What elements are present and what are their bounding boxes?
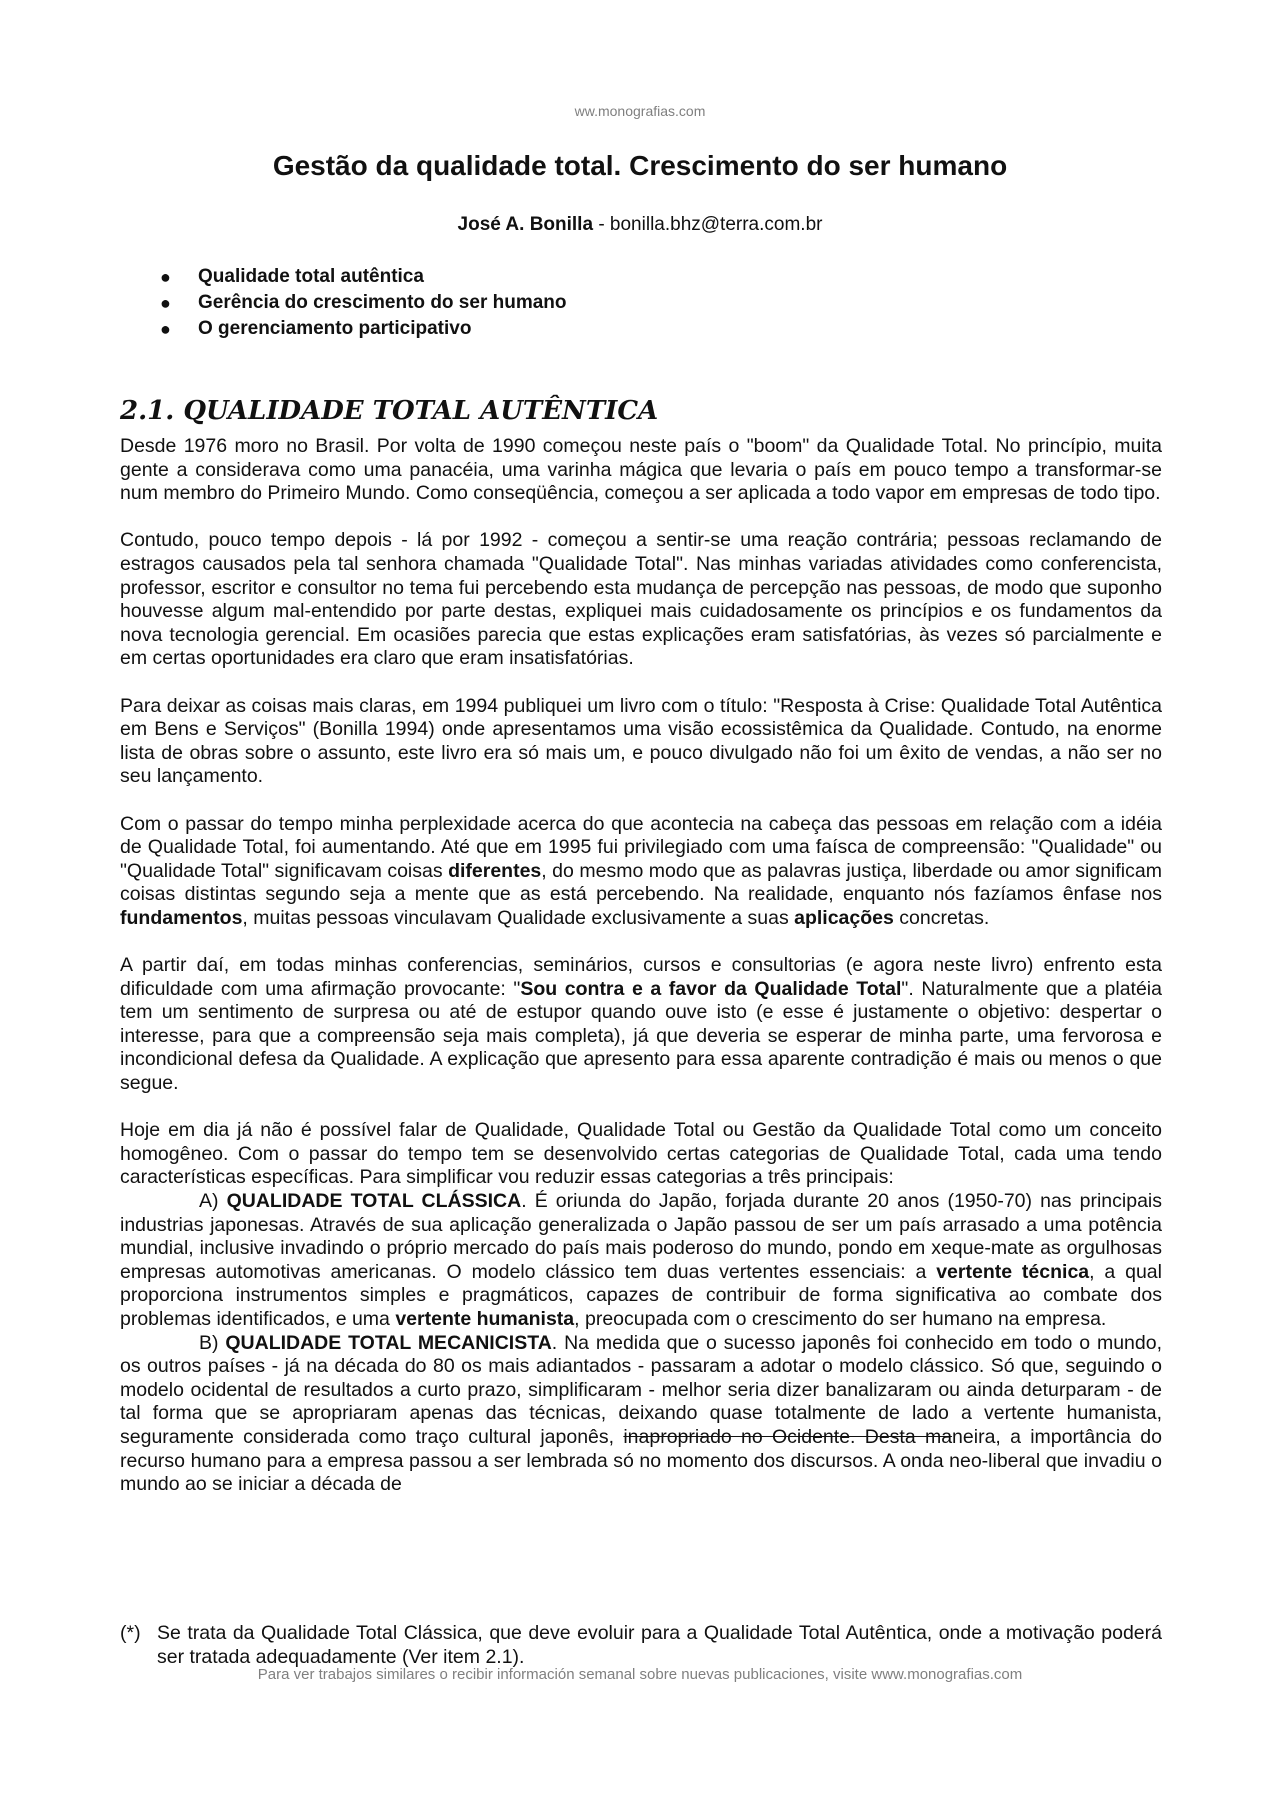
author-separator: - [598, 214, 605, 235]
emphasis-text: fundamentos [120, 906, 243, 929]
text-run: . Na medida que o sucesso japonês foi conhecido em todo o mundo, os outros países - já na década do 80 os mais adiantados - passaram a adotar o modelo clássico. Só que, seguindo o modelo ocidental de resultados a curto prazo, simplificaram - melhor seria dizer banalizaram ou ainda deturparam - de tal forma que se apropriaram apenas das técnicas, deixando quase totalmente de lado a vertente humanista, seguramente considerada como traço cultural japonês, [120, 1331, 1162, 1448]
emphasis-text: QUALIDADE TOTAL CLÁSSICA [226, 1190, 522, 1212]
category-a [120, 1190, 1162, 1332]
document-title: Gestão da qualidade total. Crescimento do ser humano [272, 150, 1008, 181]
emphasis-text: vertente técnica [936, 1260, 1090, 1283]
document-body [120, 435, 1162, 1630]
text-run: A) [199, 1190, 227, 1212]
footnote [120, 1622, 1162, 1669]
text-run: concretas. [893, 906, 990, 929]
author-email[interactable]: bonilla.bhz@terra.com.br [609, 214, 823, 235]
footnote-text: Se trata da Qualidade Total Clássica, que deve evoluir para a Qualidade Total Autêntica, onde a motivação poderá ser tratada adequadamente (Ver item 2.1). [157, 1622, 1162, 1668]
struck-text: inapropriado no Ocidente. Desta ma [623, 1425, 953, 1448]
emphasis-text: Sou contra e a favor da Qualidade Total [520, 977, 902, 1000]
emphasis-text: aplicações [794, 906, 894, 929]
author-line [0, 214, 1280, 236]
toc-item[interactable] [160, 316, 567, 342]
bullet-icon: ● [160, 267, 171, 287]
author-name: José A. Bonilla [457, 214, 594, 235]
site-footer[interactable]: Para ver trabajos similares o recibir información semanal sobre nuevas publicaciones, visite www.monografias.com [257, 1666, 1023, 1683]
toc-item-label: Qualidade total autêntica [198, 266, 424, 287]
text-run: , do mesmo modo que as palavras justiça, liberdade ou amor significam coisas distintas segundo seja a mente que as está percebendo. Na realidade, enquanto nós fazíamos ênfase nos [120, 859, 1162, 906]
paragraph-1: Desde 1976 moro no Brasil. Por volta de 1990 começou neste país o "boom" da Qualidade Total. No princípio, muita gente a considerava como uma panacéia, uma varinha mágica que levaria o país em pouco tempo a transformar-se num membro do Primeiro Mundo. Como conseqüência, começou a ser aplicada a todo vapor em empresas de todo tipo. [120, 435, 1162, 505]
category-b [120, 1332, 1162, 1497]
text-run: Com o passar do tempo minha perplexidade acerca do que acontecia na cabeça das pessoas em relação com a idéia de Qualidade Total, foi aumentando. Até que em 1995 fui privilegiado com uma faísca de compreensão: "Qualidade" ou "Qualidade Total" significavam coisas [120, 812, 1162, 882]
table-of-contents [160, 264, 567, 342]
bullet-icon: ● [160, 293, 171, 313]
text-run: , preocupada com o crescimento do ser humano na empresa. [574, 1307, 1107, 1330]
toc-item[interactable] [160, 264, 567, 290]
emphasis-text: QUALIDADE TOTAL MECANICISTA [225, 1331, 552, 1354]
paragraph-3: Para deixar as coisas mais claras, em 1994 publiquei um livro com o título: "Resposta à Crise: Qualidade Total Autêntica em Bens e Serviços" (Bonilla 1994) onde apresentamos uma visão ecossistêmica da Qualidade. Contudo, na enorme lista de obras sobre o assunto, este livro era só mais um, e pouco divulgado não foi um êxito de vendas, a não ser no seu lançamento. [120, 694, 1162, 788]
emphasis-text: diferentes [448, 859, 542, 882]
bullet-icon: ● [160, 319, 171, 339]
paragraph-2: Contudo, pouco tempo depois - lá por 1992 - começou a sentir-se uma reação contrária; pessoas reclamando de estragos causados pela tal senhora chamada "Qualidade Total". Nas minhas variadas atividades como conferencista, professor, escritor e consultor no tema fui percebendo esta mudança de percepção nas pessoas, de modo que suponho houvesse algum mal-entendido por parte destas, expliquei mais cuidadosamente os princípios e os fundamentos da nova tecnologia gerencial. Em ocasiões parecia que estas explicações eram satisfatórias, às vezes só parcialmente e em certas oportunidades era claro que eram insatisfatórias. [120, 529, 1162, 670]
section-heading: 2.1. QUALIDADE TOTAL AUTÊNTICA [120, 396, 659, 426]
toc-item[interactable] [160, 290, 567, 316]
text-run: ". Naturalmente que a platéia tem um sentimento de surpresa ou até de estupor quando ouve isto (e esse é justamente o objetivo: despertar o interesse, para que a compreensão seja mais completa), já que deveria se esperar de minha parte, uma fervorosa e incondicional defesa da Qualidade. A explicação que apresento para essa aparente contradição é mais ou menos o que segue. [120, 977, 1162, 1095]
site-header: ww.monografias.com [574, 103, 706, 119]
paragraph-6: Hoje em dia já não é possível falar de Qualidade, Qualidade Total ou Gestão da Qualidade Total como um conceito homogêneo. Com o passar do tempo tem se desenvolvido certas categorias de Qualidade Total, cada uma tendo características específicas. Para simplificar vou reduzir essas categorias a três principais: [120, 1119, 1162, 1189]
footnote-mark: (*) [120, 1622, 141, 1644]
text-run: B) [199, 1331, 226, 1354]
text-run: , muitas pessoas vinculavam Qualidade exclusivamente a suas [242, 906, 795, 929]
text-run: A partir daí, em todas minhas conferencias, seminários, cursos e consultorias (e agora neste livro) enfrento esta dificuldade com uma afirmação provocante: " [120, 954, 1162, 1000]
paragraph-5 [120, 954, 1162, 1096]
toc-item-label: Gerência do crescimento do ser humano [198, 292, 567, 313]
toc-item-label: O gerenciamento participativo [198, 318, 472, 339]
text-run: . É oriunda do Japão, forjada durante 20 anos (1950-70) nas principais industrias japonesas. Através de sua aplicação generalizada o Japão passou de ser um país arrasado a uma potência mundial, inclusive invadindo o próprio mercado do país mais poderoso do mundo, pondo em xeque-mate as orgulhosas empresas automotivas americanas. O modelo clássico tem duas vertentes essenciais: a [120, 1190, 1162, 1283]
paragraph-4 [120, 813, 1162, 931]
text-run: neira, a importância do recurso humano para a empresa passou a ser lembrada só no momento dos discursos. A onda neo-liberal que invadiu o mundo ao se iniciar a década de [120, 1425, 1162, 1496]
text-run: , a qual proporciona instrumentos simples e pragmáticos, capazes de contribuir de forma significativa ao combate dos problemas identificados, e uma [120, 1260, 1162, 1330]
emphasis-text: vertente humanista [395, 1307, 575, 1330]
